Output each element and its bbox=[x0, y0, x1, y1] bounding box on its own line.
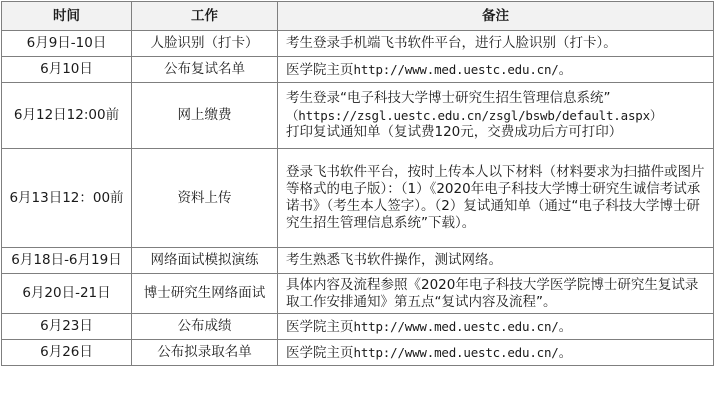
note-text: 医学院主页 bbox=[286, 318, 354, 335]
table-header-row bbox=[2, 2, 714, 31]
cell-time: 6月9日-10日 bbox=[2, 31, 132, 57]
header-work: 工作 bbox=[132, 2, 278, 31]
table-row bbox=[2, 274, 714, 314]
cell-work: 网上缴费 bbox=[132, 83, 278, 149]
note-text: 医学院主页 bbox=[286, 344, 354, 361]
table-row bbox=[2, 248, 714, 274]
note-text: 。 bbox=[558, 344, 573, 361]
table-row bbox=[2, 83, 714, 149]
cell-work: 博士研究生网络面试 bbox=[132, 274, 278, 314]
cell-time: 6月12日12:00前 bbox=[2, 83, 132, 149]
schedule-table bbox=[1, 1, 714, 366]
cell-note: 登录飞书软件平台，按时上传本人以下材料（材料要求为扫描件或图片等格式的电子版）：（1）《2020年电子科技大学博士研究生诚信考试承诺书》（考生本人签字）。（2）复试通知单（通过“电子科技大学博士研究生招生管理信息系统”下载）。 bbox=[278, 149, 714, 248]
header-note: 备注 bbox=[278, 2, 714, 31]
header-time: 时间 bbox=[2, 2, 132, 31]
cell-note: 具体内容及流程参照《2020年电子科技大学医学院博士研究生复试录取工作安排通知》第五点“复试内容及流程”。 bbox=[278, 274, 714, 314]
cell-work: 人脸识别（打卡） bbox=[132, 31, 278, 57]
cell-work: 公布拟录取名单 bbox=[132, 340, 278, 366]
cell-work: 公布成绩 bbox=[132, 314, 278, 340]
cell-note bbox=[278, 57, 714, 83]
cell-time: 6月18日-6月19日 bbox=[2, 248, 132, 274]
homepage-link[interactable]: http://www.med.uestc.edu.cn/ bbox=[353, 318, 559, 334]
note-text: 。 bbox=[558, 318, 573, 335]
table-row bbox=[2, 149, 714, 248]
system-link[interactable]: （https://zsgl.uestc.edu.cn/zsgl/bswb/default.aspx） bbox=[286, 108, 663, 123]
cell-note bbox=[278, 340, 714, 366]
cell-note: 考生登录手机端飞书软件平台，进行人脸识别（打卡）。 bbox=[278, 31, 714, 57]
note-text: 医学院主页 bbox=[286, 61, 354, 78]
cell-note bbox=[278, 314, 714, 340]
table-row bbox=[2, 57, 714, 83]
cell-time: 6月20日-21日 bbox=[2, 274, 132, 314]
cell-time: 6月10日 bbox=[2, 57, 132, 83]
table-row bbox=[2, 31, 714, 57]
note-text: 。 bbox=[558, 61, 573, 78]
homepage-link[interactable]: http://www.med.uestc.edu.cn/ bbox=[353, 61, 559, 77]
note-line: 考生登录“电子科技大学博士研究生招生管理信息系统” bbox=[286, 90, 611, 106]
homepage-link[interactable]: http://www.med.uestc.edu.cn/ bbox=[353, 344, 559, 360]
table-row bbox=[2, 314, 714, 340]
cell-work: 公布复试名单 bbox=[132, 57, 278, 83]
cell-time: 6月26日 bbox=[2, 340, 132, 366]
cell-work: 资料上传 bbox=[132, 149, 278, 248]
cell-time: 6月13日12：00前 bbox=[2, 149, 132, 248]
cell-time: 6月23日 bbox=[2, 314, 132, 340]
cell-note bbox=[278, 83, 714, 149]
cell-note: 考生熟悉飞书软件操作，测试网络。 bbox=[278, 248, 714, 274]
table-row bbox=[2, 340, 714, 366]
note-line: 打印复试通知单（复试费120元，交费成功后方可打印） bbox=[286, 124, 623, 140]
cell-work: 网络面试模拟演练 bbox=[132, 248, 278, 274]
